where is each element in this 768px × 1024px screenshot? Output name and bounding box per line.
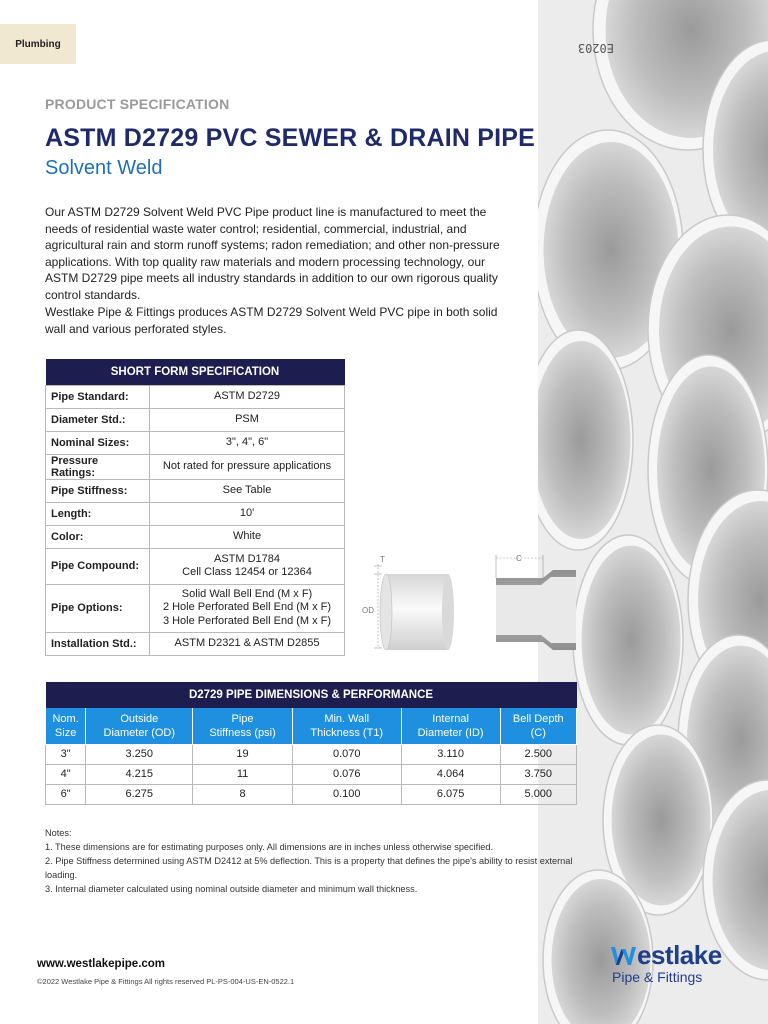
header-line: Internal	[432, 712, 469, 725]
table-cell: 6"	[46, 784, 86, 804]
spec-key: Nominal Sizes:	[46, 431, 150, 454]
header-line: Bell Depth	[512, 712, 564, 725]
label-c: C	[516, 554, 522, 563]
header-line: Pipe	[231, 712, 254, 725]
column-header	[292, 708, 401, 744]
note-item: 2. Pipe Stiffness determined using ASTM D2412 at 5% deflection. This is a property that defines the pipe's ability to resist external loading.	[45, 856, 573, 880]
header-line: Size	[54, 726, 77, 739]
table-row	[46, 431, 345, 454]
spec-value-line: Solid Wall Bell End (M x F)	[181, 587, 313, 600]
spec-value: White	[150, 525, 345, 548]
spec-key: Installation Std.:	[46, 632, 150, 655]
doc-overline: PRODUCT SPECIFICATION	[45, 96, 230, 112]
label-t: T	[380, 555, 385, 564]
column-header	[401, 708, 500, 744]
table-row	[46, 744, 577, 764]
table-cell: 0.100	[292, 784, 401, 804]
table-cell: 6.075	[401, 784, 500, 804]
table-cell: 3.250	[86, 744, 193, 764]
short-form-caption: SHORT FORM SPECIFICATION	[46, 359, 345, 385]
table-row	[46, 764, 577, 784]
spec-value-line: Cell Class 12454 or 12364	[182, 566, 312, 578]
spec-key: Pressure Ratings:	[46, 454, 150, 479]
header-line: (C)	[530, 726, 546, 739]
notes	[45, 826, 605, 896]
page-subtitle: Solvent Weld	[45, 157, 163, 179]
copyright: ©2022 Westlake Pipe & Fittings All rights reserved PL-PS-004-US-EN-0522.1	[37, 977, 295, 986]
table-row	[46, 584, 345, 632]
column-header	[500, 708, 576, 744]
table-row	[46, 408, 345, 431]
table-cell: 8	[193, 784, 293, 804]
spec-value-line: 3 Hole Perforated Bell End (M x F)	[162, 614, 332, 627]
spec-key: Pipe Standard:	[46, 385, 150, 408]
westlake-logo	[610, 940, 740, 985]
table-cell: 3"	[46, 744, 86, 764]
spec-value	[150, 548, 345, 584]
spec-key: Length:	[46, 502, 150, 525]
spec-value: Not rated for pressure applications	[150, 454, 345, 479]
table-row	[46, 502, 345, 525]
table-row	[46, 548, 345, 584]
table-cell: 2.500	[500, 744, 576, 764]
spec-key: Pipe Compound:	[46, 548, 150, 584]
spec-value: PSM	[150, 408, 345, 431]
spec-value: 10'	[150, 502, 345, 525]
westlake-w-mark-icon	[610, 944, 637, 968]
page-title: ASTM D2729 PVC SEWER & DRAIN PIPE	[45, 124, 536, 152]
table-cell: 5.000	[500, 784, 576, 804]
dimensions-table	[45, 682, 577, 805]
table-row	[46, 525, 345, 548]
notes-heading: Notes:	[45, 828, 72, 838]
pipe-side-view	[386, 574, 448, 650]
spec-value: ASTM D2729	[150, 385, 345, 408]
table-row	[46, 784, 577, 804]
logo-wordmark: estlake	[637, 940, 722, 970]
table-row	[46, 454, 345, 479]
spec-value-line: 2 Hole Perforated Bell End (M x F)	[162, 601, 332, 614]
table-cell: 3.750	[500, 764, 576, 784]
spec-value	[150, 584, 345, 632]
note-item: 1. These dimensions are for estimating purposes only. All dimensions are in inches unless otherwise specified.	[45, 842, 494, 852]
spec-key: Pipe Stiffness:	[46, 479, 150, 502]
short-form-table	[45, 359, 345, 656]
spec-key: Color:	[46, 525, 150, 548]
dimensions-caption: D2729 PIPE DIMENSIONS & PERFORMANCE	[46, 682, 577, 708]
pipe-bore	[612, 735, 711, 906]
column-header	[46, 708, 86, 744]
table-cell: 6.275	[86, 784, 193, 804]
table-cell: 4.064	[401, 764, 500, 784]
category-tag: Plumbing	[0, 24, 76, 64]
intro-paragraph: Our ASTM D2729 Solvent Weld PVC Pipe product line is manufactured to meet the needs of residential waste water control; residential, commercial, industrial, and agricultural rain and storm runoff systems; radon remediation; and other non-pressure applications. With top quality raw materials and modern processing technology, our ASTM D2729 pipe meets all industry standards in addition to our own rigorous quality control standards.	[45, 205, 500, 302]
table-row	[46, 479, 345, 502]
note-item: 3. Internal diameter calculated using nominal outside diameter and minimum wall thickness.	[45, 884, 418, 894]
column-header	[86, 708, 193, 744]
table-cell: 3.110	[401, 744, 500, 764]
spec-value: See Table	[150, 479, 345, 502]
table-cell: 11	[193, 764, 293, 784]
table-cell: 4"	[46, 764, 86, 784]
table-cell: 19	[193, 744, 293, 764]
spec-key: Diameter Std.:	[46, 408, 150, 431]
spec-value: ASTM D2321 & ASTM D2855	[150, 632, 345, 655]
styles-paragraph: Westlake Pipe & Fittings produces ASTM D2729 Solvent Weld PVC pipe in both solid wall and various perforated styles.	[45, 305, 498, 336]
header-line: Outside	[120, 712, 159, 725]
spec-value: 3", 4", 6"	[150, 431, 345, 454]
pipe-print-text: E0203	[577, 41, 614, 55]
spec-key: Pipe Options:	[46, 584, 150, 632]
website-link[interactable]: www.westlakepipe.com	[37, 958, 166, 970]
header-line: Thickness (T1)	[310, 726, 384, 739]
header-line: Stiffness (psi)	[209, 726, 276, 739]
pipe-bore	[582, 546, 681, 735]
pipe-diagram	[358, 552, 590, 656]
header-line: Min. Wall	[324, 712, 370, 725]
logo-subtext: Pipe & Fittings	[612, 969, 703, 985]
column-header	[193, 708, 293, 744]
header-line: Diameter (ID)	[417, 726, 484, 739]
label-od: OD	[362, 606, 374, 615]
table-cell: 4.215	[86, 764, 193, 784]
table-row	[46, 632, 345, 655]
table-row	[46, 385, 345, 408]
header-line: Diameter (OD)	[103, 726, 176, 739]
table-cell: 0.076	[292, 764, 401, 784]
table-cell: 0.070	[292, 744, 401, 764]
spec-value-line: ASTM D1784	[213, 552, 281, 565]
header-line: Nom.	[52, 712, 79, 725]
